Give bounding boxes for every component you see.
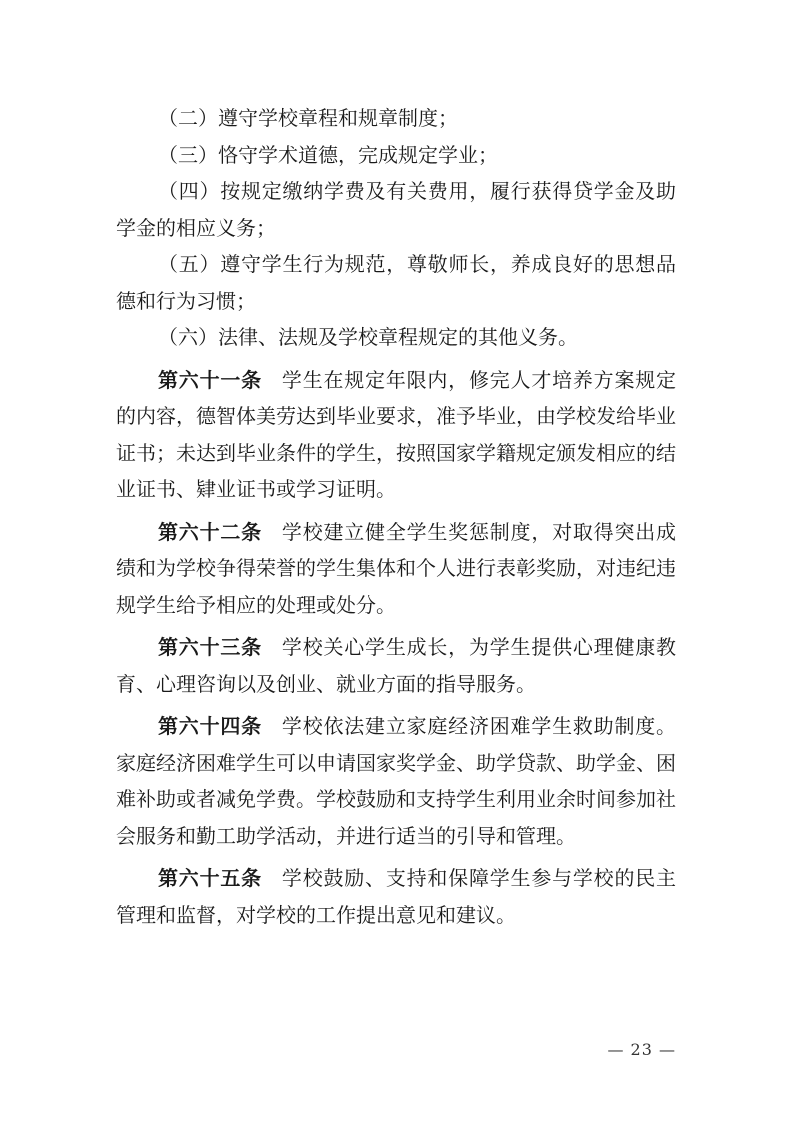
article-number: 第六十一条 (158, 367, 262, 392)
article-number: 第六十二条 (158, 519, 262, 544)
article-61 (116, 362, 676, 508)
article-number: 第六十四条 (158, 714, 262, 738)
page-number: — 23 — (607, 1040, 676, 1059)
article-number: 第六十三条 (158, 635, 262, 659)
article-number: 第六十五条 (158, 866, 262, 890)
article-62 (116, 514, 676, 624)
list-item: （三）恪守学术道德，完成规定学业； (158, 142, 498, 167)
article-64 (116, 708, 676, 854)
article-65 (116, 860, 676, 933)
document-body (116, 100, 676, 933)
list-item: （五）遵守学生行为规范，尊敬师长，养成良好的思想品德和行为习惯； (116, 252, 676, 313)
article-63 (116, 629, 676, 702)
list-item: （二）遵守学校章程和规章制度； (158, 106, 458, 130)
article-text: 学校鼓励、支持和保障学生参与学校的民主管理和监督，对学校的工作提出意见和建议。 (116, 866, 677, 927)
article-text: 学校依法建立家庭经济困难学生救助制度。家庭经济困难学生可以申请国家奖学金、助学贷款、助学金、困难补助或者减免学费。学校鼓励和支持学生利用业余时间参加社会服务和勤工助学活动，并进行适当的引导和管理。 (116, 714, 677, 848)
article-text: 学校关心学生成长，为学生提供心理健康教育、心理咨询以及创业、就业方面的指导服务。 (116, 635, 677, 696)
article-text: 学校建立健全学生奖惩制度，对取得突出成绩和为学校争得荣誉的学生集体和个人进行表彰奖励，对违纪违规学生给予相应的处理或处分。 (116, 519, 677, 617)
list-item: （四）按规定缴纳学费及有关费用，履行获得贷学金及助学金的相应义务； (116, 179, 676, 240)
article-text: 学生在规定年限内，修完人才培养方案规定的内容，德智体美劳达到毕业要求，准予毕业，由学校发给毕业证书；未达到毕业条件的学生，按照国家学籍规定颁发相应的结业证书、肄业证书或学习证明。 (116, 367, 677, 501)
list-item: （六）法律、法规及学校章程规定的其他义务。 (158, 325, 578, 349)
